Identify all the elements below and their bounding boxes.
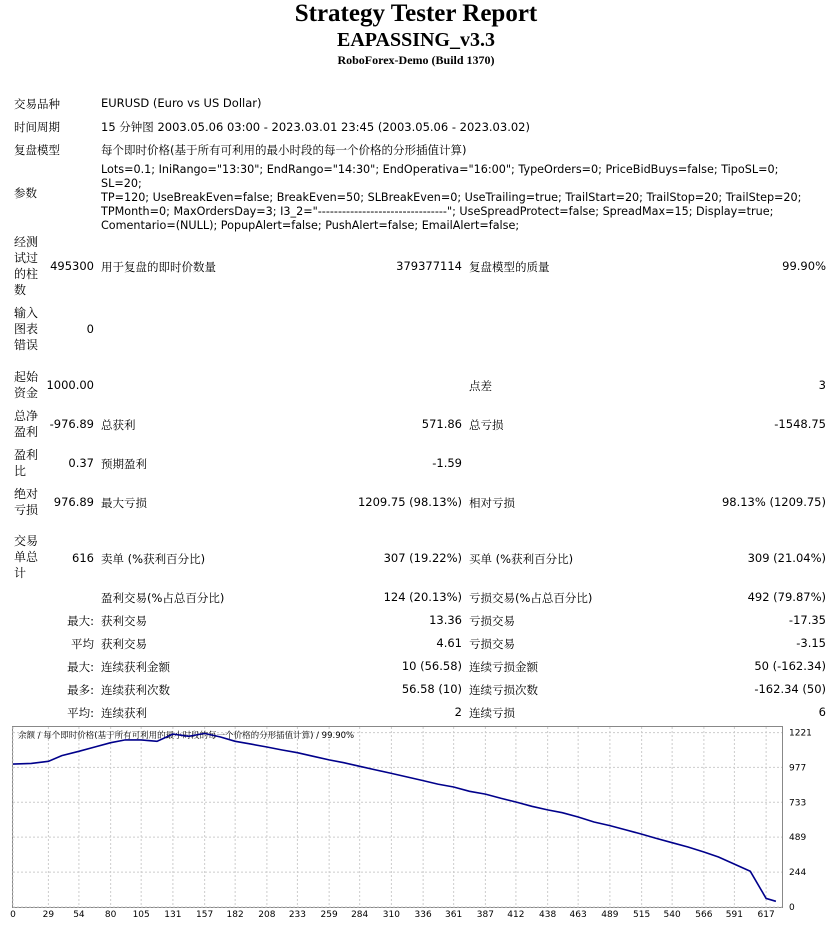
r1-left-label: 获利交易 bbox=[101, 614, 147, 628]
r4-right-value: -162.34 (50) bbox=[754, 682, 826, 696]
long-label: 买单 (%获利百分比) bbox=[469, 552, 574, 566]
r5-left-value: 2 bbox=[454, 705, 462, 719]
model-value: 每个即时价格(基于所有可利用的最小时段的每一个价格的分形插值计算) bbox=[101, 143, 467, 157]
net-value: -976.89 bbox=[49, 417, 94, 431]
x-tick-label: 259 bbox=[320, 910, 338, 920]
y-tick-label: 733 bbox=[789, 798, 807, 809]
r2-right-label: 亏损交易 bbox=[469, 637, 515, 651]
r1-right-label: 亏损交易 bbox=[469, 614, 515, 628]
max-dd-label: 最大亏损 bbox=[101, 496, 147, 510]
loss-value: 492 (79.87%) bbox=[747, 590, 826, 604]
x-tick-label: 80 bbox=[104, 910, 117, 920]
x-tick-label: 29 bbox=[42, 910, 55, 920]
short-value: 307 (19.22%) bbox=[383, 551, 462, 565]
y-tick-label: 244 bbox=[789, 868, 807, 879]
x-tick-label: 208 bbox=[258, 910, 276, 920]
ticks-label: 用于复盘的即时价数量 bbox=[101, 260, 216, 274]
net-label: 总净盈利 bbox=[14, 409, 39, 439]
x-tick-label: 131 bbox=[164, 910, 182, 920]
errors-value: 0 bbox=[86, 322, 94, 336]
symbol-value: EURUSD (Euro vs US Dollar) bbox=[101, 96, 262, 110]
r5-right-value: 6 bbox=[818, 705, 826, 719]
payoff-label: 预期盈利 bbox=[101, 457, 147, 471]
period-value: 15 分钟图 2003.05.06 03:00 - 2023.03.01 23:45 (2003.05.06 - 2023.03.02) bbox=[101, 120, 530, 134]
bars-value: 495300 bbox=[50, 259, 94, 273]
r2-left-value: 4.61 bbox=[436, 636, 462, 650]
deposit-value: 1000.00 bbox=[46, 378, 94, 392]
model-label: 复盘模型 bbox=[14, 143, 60, 157]
x-tick-label: 387 bbox=[476, 910, 494, 920]
r4-prefix: 最多: bbox=[67, 683, 94, 697]
y-tick-label: 0 bbox=[789, 903, 795, 913]
gross-profit-label: 总获利 bbox=[101, 418, 136, 432]
x-tick-label: 157 bbox=[196, 910, 214, 920]
ticks-value: 379377114 bbox=[396, 259, 462, 273]
x-tick-label: 284 bbox=[351, 910, 369, 920]
params-label: 参数 bbox=[14, 186, 37, 200]
report-title: Strategy Tester Report bbox=[294, 0, 538, 27]
pf-value: 0.37 bbox=[68, 456, 94, 470]
gross-loss-value: -1548.75 bbox=[774, 417, 826, 431]
abs-dd-label: 绝对亏损 bbox=[14, 487, 39, 517]
r2-right-value: -3.15 bbox=[796, 636, 826, 650]
x-tick-label: 336 bbox=[414, 910, 432, 920]
r2-prefix: 平均 bbox=[71, 637, 94, 651]
symbol-label: 交易品种 bbox=[14, 97, 60, 111]
x-tick-label: 591 bbox=[725, 910, 743, 920]
gross-loss-label: 总亏损 bbox=[469, 418, 504, 432]
x-tick-label: 233 bbox=[288, 910, 307, 920]
r3-left-label: 连续获利金额 bbox=[101, 660, 170, 674]
y-tick-label: 977 bbox=[789, 763, 807, 774]
quality-value: 99.90% bbox=[782, 259, 826, 273]
params-value: Lots=0.1; IniRango="13:30"; EndRango="14:30"; EndOperativa="16:00"; TypeOrders=0; PriceBidBuys=false; TipoSL=0; SL=20; TP=120; UseBreakEven=false; BreakEven=50; SLBreakEven=0; UseTrailing=true; TrailStart=20; TrailStop=20; TrailStep=20; TPMonth=0; MaxOrdersDay=3; I3_2="--------------------------------"; UseSpreadProtect=false; SpreadMax=15; Display=true; Comentario=(NULL); PopupAlert=false; PushAlert=false; EmailAlert=false; bbox=[101, 163, 802, 232]
quality-label: 复盘模型的质量 bbox=[469, 260, 550, 274]
trades-value: 616 bbox=[72, 551, 94, 565]
gross-profit-value: 571.86 bbox=[421, 417, 462, 431]
x-tick-label: 310 bbox=[382, 910, 400, 920]
r3-left-value: 10 (56.58) bbox=[401, 659, 462, 673]
x-tick-label: 566 bbox=[695, 910, 713, 920]
r1-right-value: -17.35 bbox=[788, 613, 826, 627]
payoff-value: -1.59 bbox=[432, 456, 462, 470]
spread-label: 点差 bbox=[469, 379, 492, 393]
r5-left-label: 连续获利 bbox=[101, 706, 147, 720]
rel-dd-value: 98.13% (1209.75) bbox=[721, 495, 826, 509]
x-tick-label: 463 bbox=[569, 910, 587, 920]
loss-label: 亏损交易(%占总百分比) bbox=[469, 591, 593, 605]
pf-label: 盈利比 bbox=[14, 448, 39, 478]
r5-prefix: 平均: bbox=[67, 706, 94, 720]
win-value: 124 (20.13%) bbox=[383, 590, 462, 604]
r3-right-label: 连续亏损金额 bbox=[469, 660, 538, 674]
chart-frame bbox=[13, 727, 783, 908]
errors-label: 输入图表错误 bbox=[14, 306, 39, 352]
long-value: 309 (21.04%) bbox=[747, 551, 826, 565]
y-tick-label: 489 bbox=[789, 833, 807, 844]
x-tick-label: 489 bbox=[601, 910, 619, 920]
period-label: 时间周期 bbox=[14, 120, 60, 134]
x-tick-label: 412 bbox=[507, 910, 525, 920]
max-dd-value: 1209.75 (98.13%) bbox=[357, 495, 462, 509]
x-tick-label: 182 bbox=[226, 910, 244, 920]
r4-right-label: 连续亏损次数 bbox=[469, 683, 538, 697]
server-name: RoboForex-Demo (Build 1370) bbox=[337, 53, 495, 67]
x-tick-label: 0 bbox=[10, 910, 16, 920]
spread-value: 3 bbox=[818, 378, 826, 392]
r1-left-value: 13.36 bbox=[429, 613, 462, 627]
x-tick-label: 617 bbox=[757, 910, 775, 920]
r4-left-value: 56.58 (10) bbox=[401, 682, 462, 696]
r5-right-label: 连续亏损 bbox=[469, 706, 515, 720]
win-label: 盈利交易(%占总百分比) bbox=[101, 591, 225, 605]
r1-prefix: 最大: bbox=[67, 614, 94, 628]
x-tick-label: 361 bbox=[445, 910, 463, 920]
deposit-label: 起始资金 bbox=[14, 370, 39, 400]
short-label: 卖单 (%获利百分比) bbox=[101, 552, 206, 566]
chart-title: 余额 / 每个即时价格(基于所有可利用的最小时段的每一个价格的分形插值计算) / 99.90% bbox=[18, 731, 355, 741]
bars-label: 经测试过的柱数 bbox=[14, 235, 39, 297]
r4-left-label: 连续获利次数 bbox=[101, 683, 170, 697]
r3-right-value: 50 (-162.34) bbox=[754, 659, 826, 673]
x-tick-label: 54 bbox=[73, 910, 85, 920]
trades-label: 交易单总计 bbox=[14, 534, 39, 580]
y-tick-label: 1221 bbox=[789, 728, 812, 739]
balance-chart bbox=[12, 726, 832, 930]
rel-dd-label: 相对亏损 bbox=[469, 496, 515, 510]
x-tick-label: 515 bbox=[633, 910, 651, 920]
ea-name: EAPASSING_v3.3 bbox=[337, 29, 495, 51]
r3-prefix: 最大: bbox=[67, 660, 94, 674]
x-tick-label: 438 bbox=[539, 910, 557, 920]
x-tick-label: 540 bbox=[663, 910, 681, 920]
x-tick-label: 105 bbox=[132, 910, 150, 920]
r2-left-label: 获利交易 bbox=[101, 637, 147, 651]
abs-dd-value: 976.89 bbox=[53, 495, 94, 509]
